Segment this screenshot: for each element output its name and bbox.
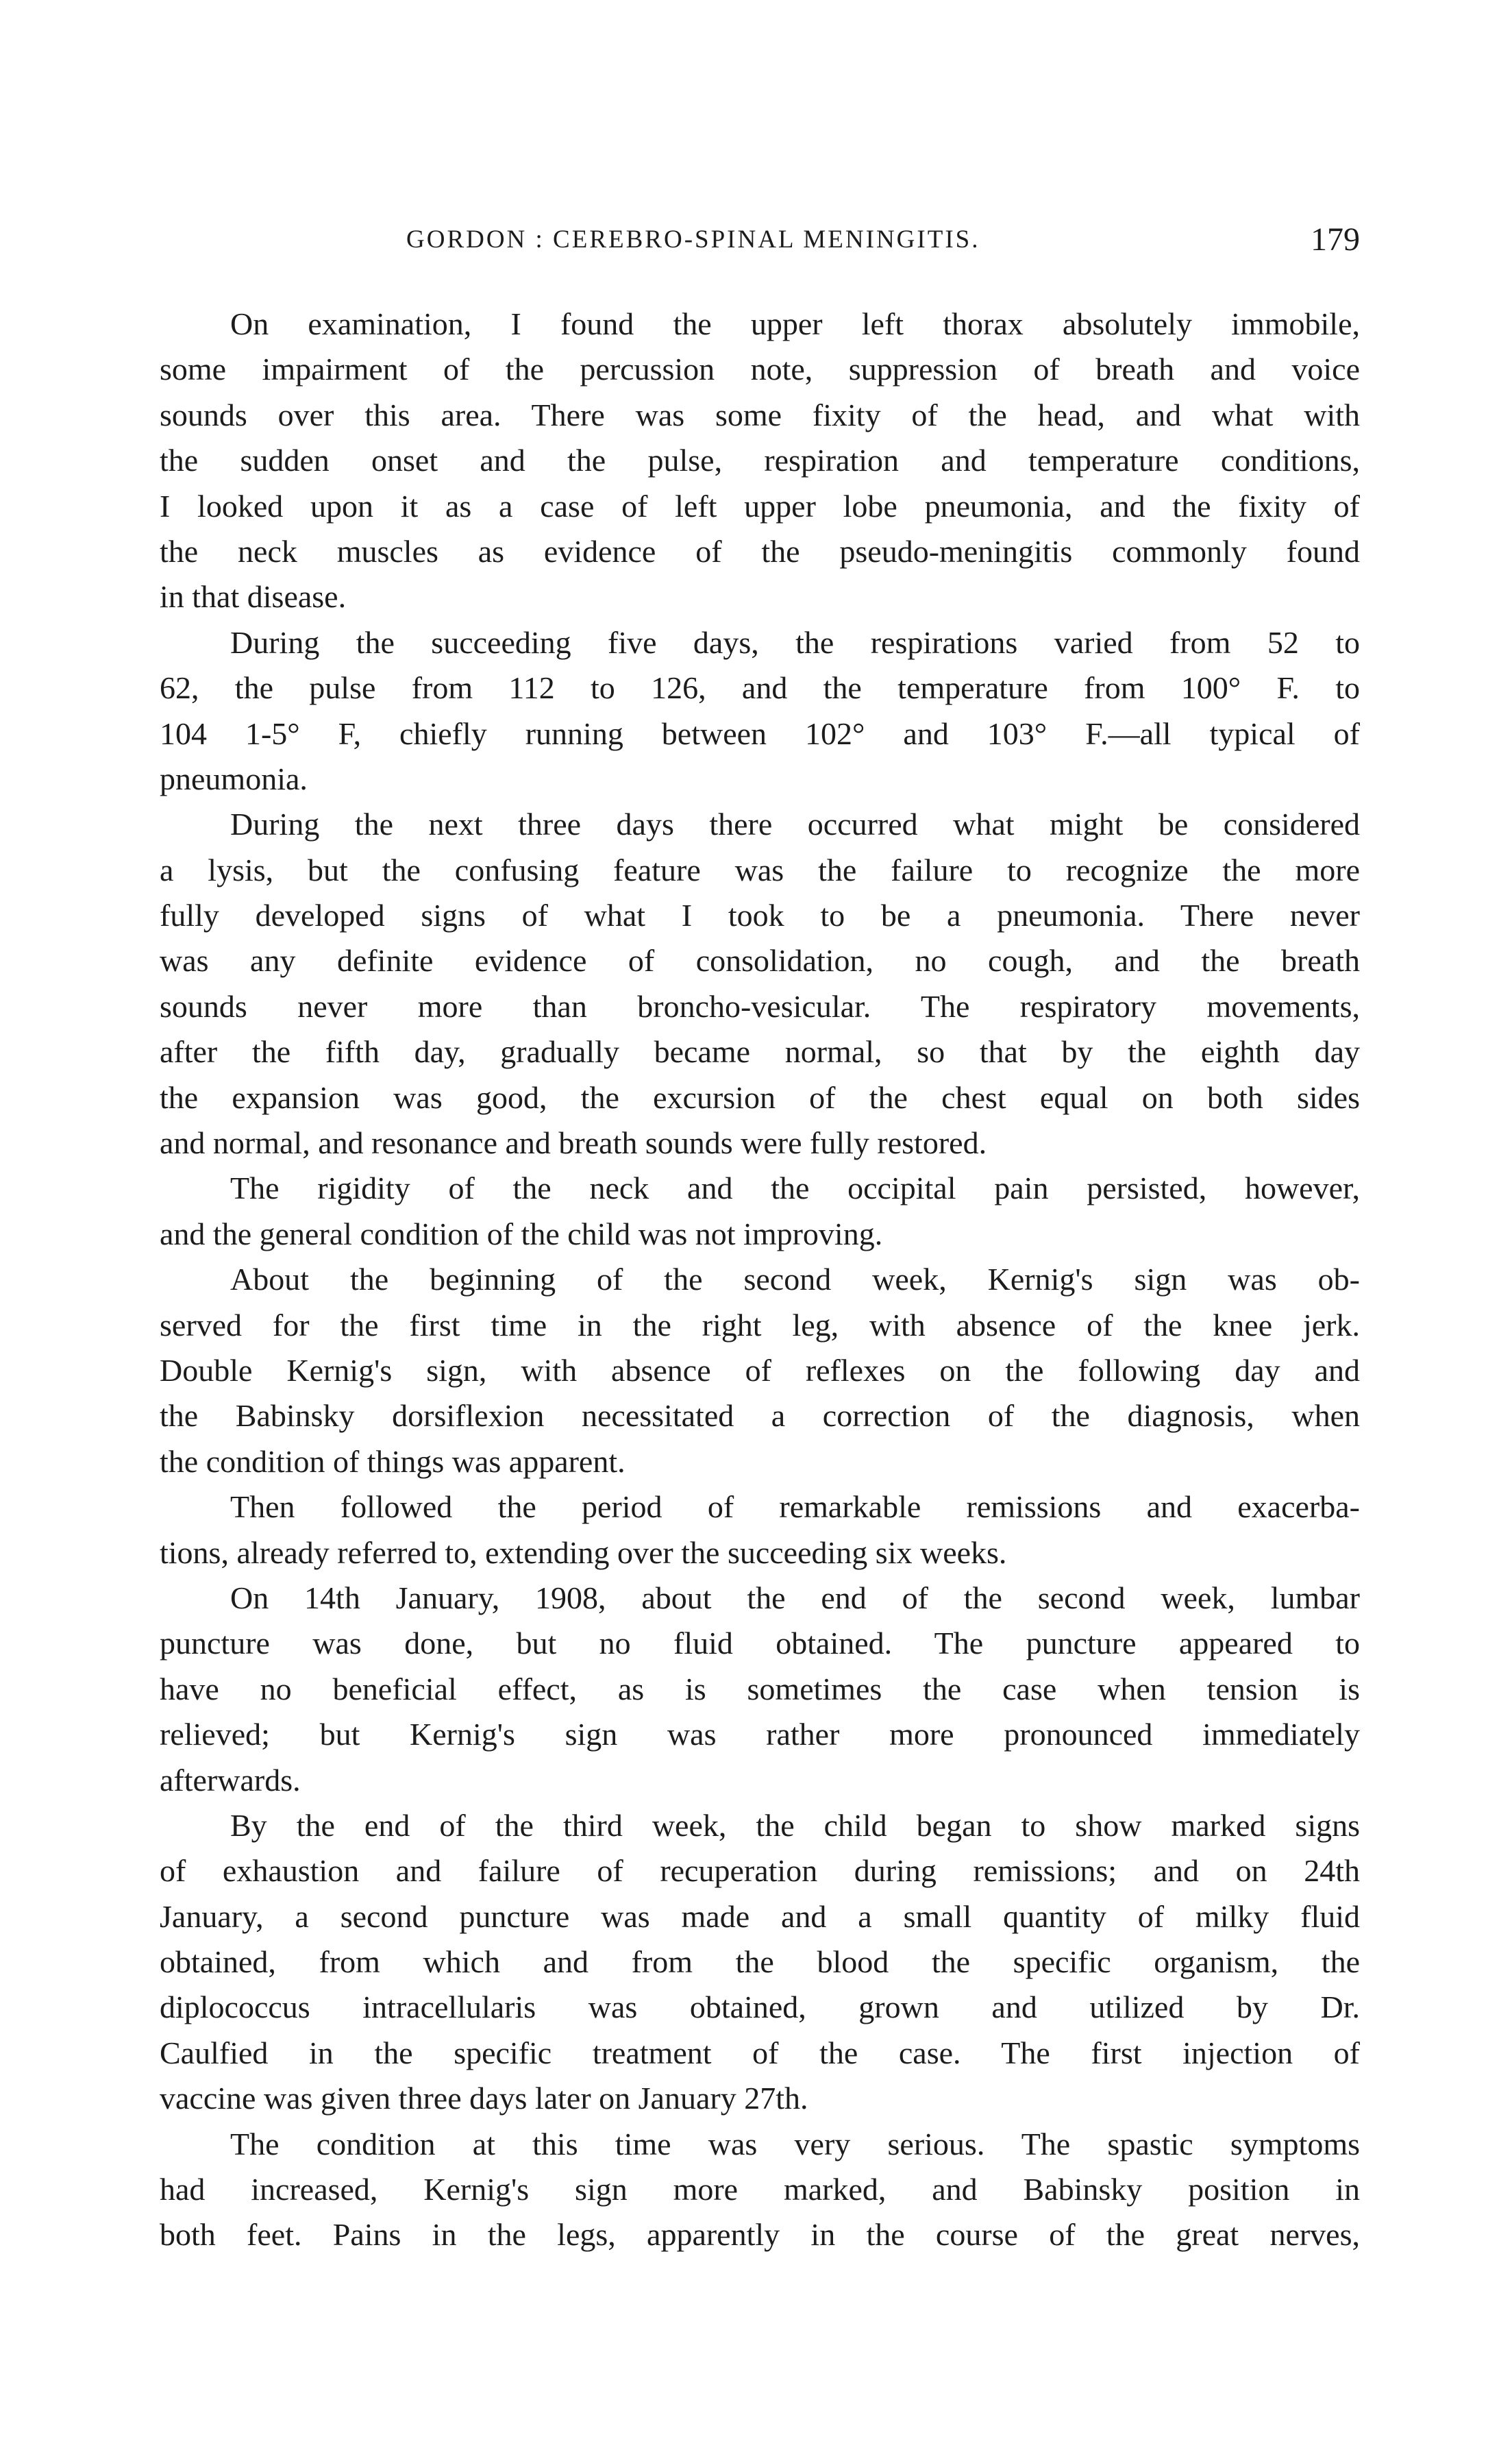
text-line: pneumonia. xyxy=(160,761,308,796)
text-line: sounds never more than broncho-vesicular. The respiratory movements, xyxy=(160,988,1360,1024)
text-line: after the fifth day, gradually became normal, so that by the eighth day xyxy=(160,1034,1360,1070)
text-line: the expansion was good, the excursion of the chest equal on both sides xyxy=(160,1079,1360,1115)
text-line: Double Kernig's sign, with absence of reflexes on the following day and xyxy=(160,1352,1360,1388)
text-line: have no beneficial effect, as is sometimes the case when tension is xyxy=(160,1671,1360,1706)
text-line: the Babinsky dorsiflexion necessitated a correction of the diagnosis, when xyxy=(160,1398,1360,1434)
text-line: served for the first time in the right leg, with absence of the knee jerk. xyxy=(160,1307,1360,1343)
text-line: relieved; but Kernig's sign was rather more pronounced immediately xyxy=(160,1717,1360,1752)
text-line: fully developed signs of what I took to be a pneumonia. There never xyxy=(160,898,1360,933)
text-line: During the succeeding five days, the respirations varied from 52 to xyxy=(230,624,1360,660)
text-line: On examination, I found the upper left thorax absolutely immobile, xyxy=(230,306,1360,341)
text-line: in that disease. xyxy=(160,579,347,615)
text-line: 104 1-5° F, chiefly running between 102° and 103° F.—all typical of xyxy=(160,715,1360,751)
text-line: During the next three days there occurred what might be considered xyxy=(230,807,1360,842)
text-line: had increased, Kernig's sign more marked, and Babinsky position in xyxy=(160,2172,1360,2207)
text-line: sounds over this area. There was some fixity of the head, and what with xyxy=(160,397,1360,432)
text-line: the sudden onset and the pulse, respiration and temperature conditions, xyxy=(160,443,1360,478)
text-line: some impairment of the percussion note, suppression of breath and voice xyxy=(160,352,1360,387)
text-line: 62, the pulse from 112 to 126, and the temperature from 100° F. to xyxy=(160,670,1360,706)
page-number: 179 xyxy=(1311,221,1360,258)
text-line: afterwards. xyxy=(160,1762,301,1798)
body-text xyxy=(160,302,1360,2258)
text-line: The rigidity of the neck and the occipital pain persisted, however, xyxy=(230,1171,1360,1206)
text-line: diplococcus intracellularis was obtained, grown and utilized by Dr. xyxy=(160,1989,1360,2025)
text-line: tions, already referred to, extending over the succeeding six weeks. xyxy=(160,1534,1007,1570)
text-line: and the general condition of the child was not improving. xyxy=(160,1216,883,1251)
text-line: January, a second puncture was made and a small quantity of milky fluid xyxy=(160,1898,1360,1934)
text-line: obtained, from which and from the blood the specific organism, the xyxy=(160,1944,1360,1980)
running-title: GORDON : CEREBRO-SPINAL MENINGITIS. xyxy=(406,225,980,254)
text-line: a lysis, but the confusing feature was the failure to recognize the more xyxy=(160,852,1360,887)
text-line: the condition of things was apparent. xyxy=(160,1443,625,1479)
text-line: Then followed the period of remarkable remissions and exacerba- xyxy=(230,1489,1360,1525)
text-line: On 14th January, 1908, about the end of the second week, lumbar xyxy=(230,1580,1360,1615)
text-line: By the end of the third week, the child began to show marked signs xyxy=(230,1807,1360,1843)
text-line: Caulfied in the specific treatment of the case. The first injection of xyxy=(160,2035,1360,2070)
text-line: was any definite evidence of consolidation, no cough, and the breath xyxy=(160,943,1360,979)
text-line: of exhaustion and failure of recuperation during remissions; and on 24th xyxy=(160,1853,1360,1889)
text-line: The condition at this time was very serious. The spastic symptoms xyxy=(230,2126,1360,2161)
text-line: vaccine was given three days later on January 27th. xyxy=(160,2081,808,2116)
text-line: the neck muscles as evidence of the pseudo-meningitis commonly found xyxy=(160,533,1360,569)
text-line: About the beginning of the second week, Kernig's sign was ob- xyxy=(230,1262,1360,1297)
running-head xyxy=(160,218,1360,273)
text-line: I looked upon it as a case of left upper lobe pneumonia, and the fixity of xyxy=(160,488,1360,524)
text-line: puncture was done, but no fluid obtained. The puncture appeared to xyxy=(160,1626,1360,1661)
text-line: and normal, and resonance and breath sounds were fully restored. xyxy=(160,1125,987,1161)
text-line: both feet. Pains in the legs, apparently in the course of the great nerves, xyxy=(160,2217,1360,2253)
